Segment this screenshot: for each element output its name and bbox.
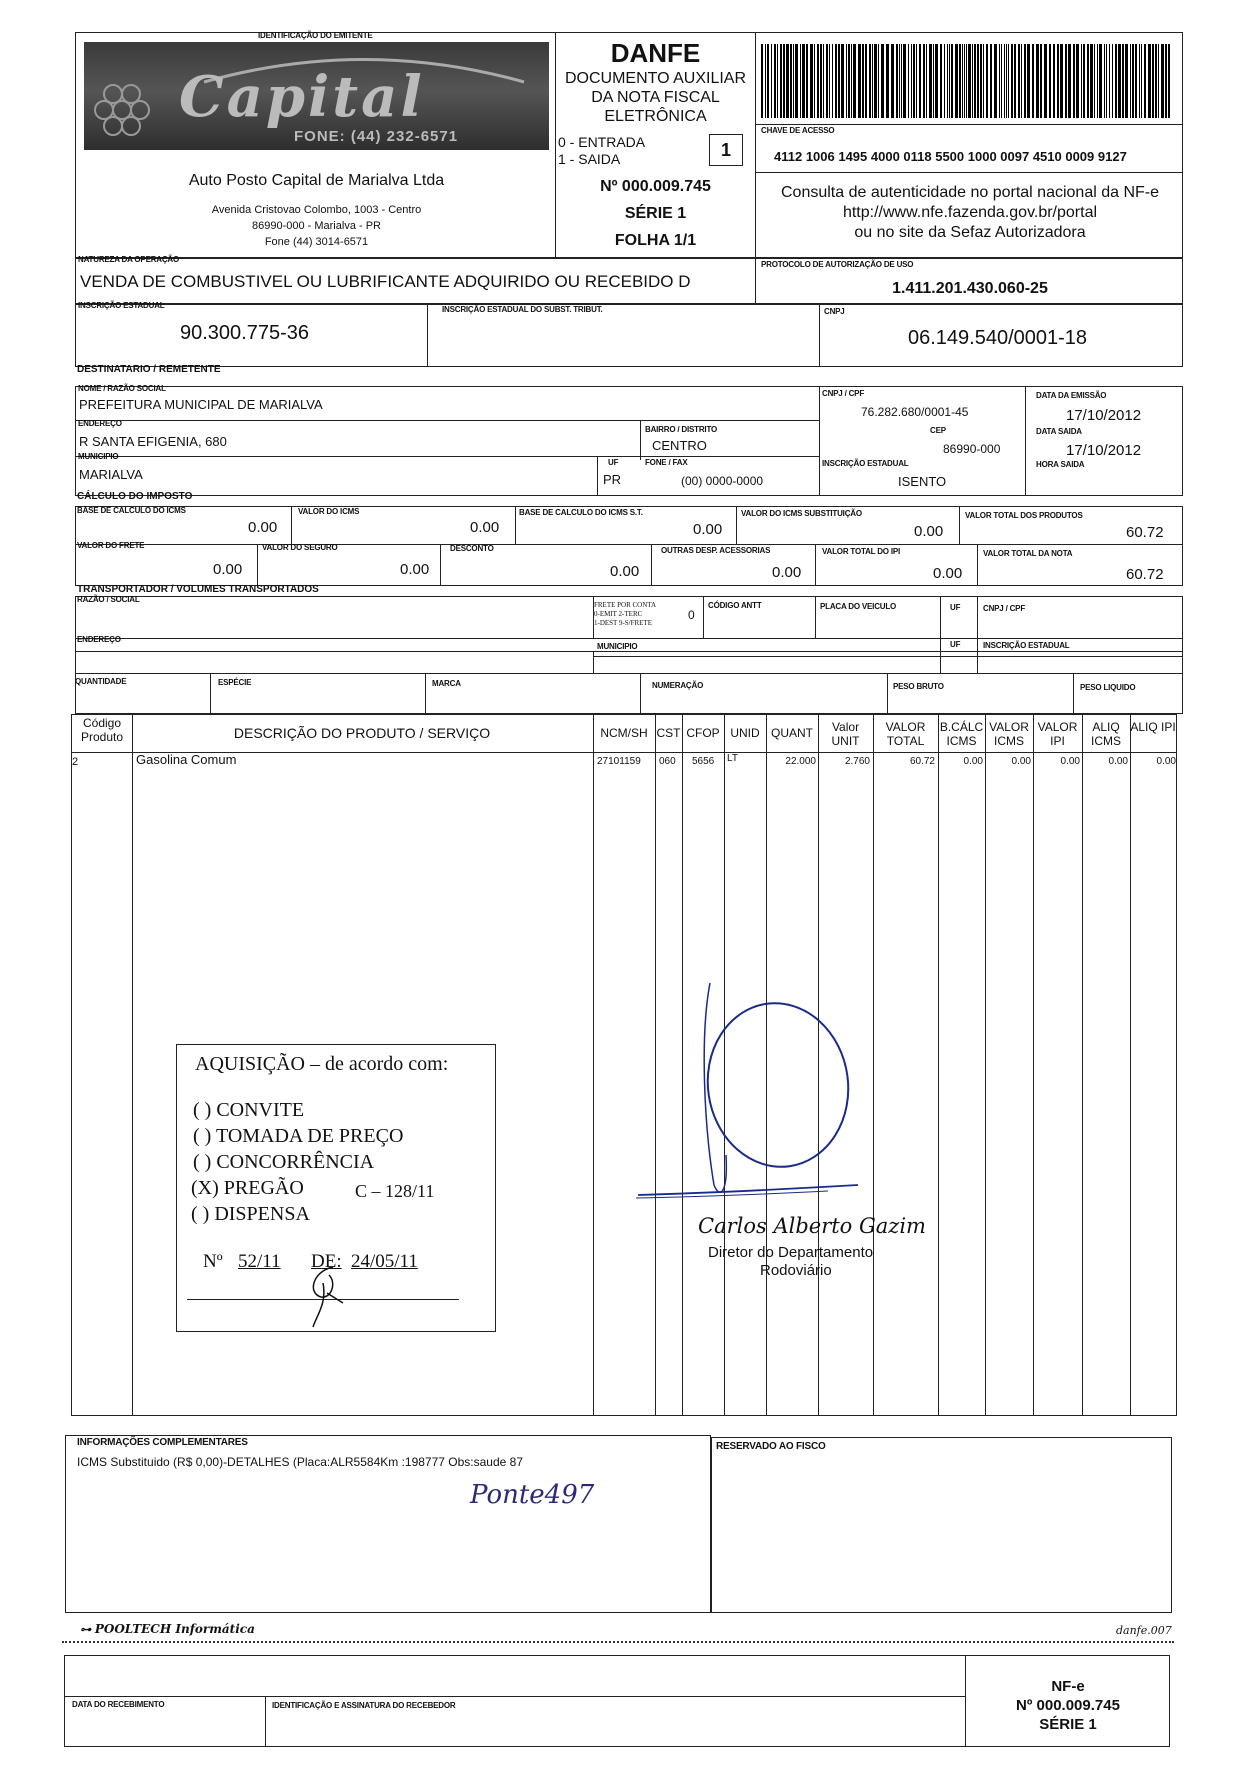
barcode-area — [757, 38, 1183, 122]
antt-label: CÓDIGO ANTT — [708, 601, 762, 610]
recebimento-label: DATA DO RECEBIMENTO — [72, 1700, 165, 1709]
transp-municipio-label: MUNICIPIO — [597, 642, 638, 651]
col-vipi-header: VALOR IPI — [1037, 720, 1078, 748]
divider — [427, 304, 428, 367]
danfe-subtitle-2: DA NOTA FISCAL — [591, 89, 720, 106]
dest-nome-label: NOME / RAZÃO SOCIAL — [78, 384, 166, 393]
divider — [291, 506, 292, 544]
consulta-line-1: Consulta de autenticidade no portal nacional da NF-e — [780, 184, 1160, 201]
consulta-line-2: http://www.nfe.fazenda.gov.br/portal — [842, 204, 1098, 221]
outras-value: 0.00 — [772, 564, 802, 581]
divider — [597, 456, 820, 457]
frete-value: 0 — [688, 608, 695, 622]
danfe-title: DANFE — [610, 38, 701, 68]
emitente-section-label: IDENTIFICAÇÃO DO EMITENTE — [258, 31, 373, 40]
frete-options — [594, 601, 656, 628]
canhoto-serie: SÉRIE 1 — [1039, 1716, 1097, 1733]
cell-ncm: 27101159 — [597, 756, 641, 767]
divider — [819, 386, 820, 460]
cell-cfop: 5656 — [692, 756, 715, 767]
dest-endereco-value: R SANTA EFIGENIA, 680 — [79, 434, 227, 449]
cell-unid: LT — [727, 753, 738, 764]
vendor-name: ⊶ POOLTECH Informática — [80, 1622, 255, 1636]
marca-label: MARCA — [432, 679, 461, 688]
divider — [703, 596, 704, 638]
dest-ie-label: INSCRIÇÃO ESTADUAL — [822, 459, 909, 468]
table-column-divider — [1033, 714, 1034, 1416]
vendor-icon: ⊶ — [80, 1623, 95, 1636]
bc-icms-label: BASE DE CALCULO DO ICMS — [77, 506, 186, 515]
transp-uf2-label: UF — [950, 640, 961, 649]
col-vicms-header: VALOR ICMS — [989, 720, 1029, 748]
transp-uf-label: UF — [950, 603, 961, 612]
dest-cnpj-label: CNPJ / CPF — [822, 389, 865, 398]
stamp-opt-concorrencia: ( ) CONCORRÊNCIA — [193, 1151, 375, 1173]
protocolo-label: PROTOCOLO DE AUTORIZAÇÃO DE USO — [761, 260, 914, 269]
complementares-text: ICMS Substituido (R$ 0,00)-DETALHES (Placa:ALR5584Km :198777 Obs:saude 87 — [77, 1455, 524, 1469]
saida-option: 1 - SAIDA — [558, 151, 621, 167]
vl-icms-value: 0.00 — [470, 519, 500, 536]
hora-saida-label: HORA SAIDA — [1036, 460, 1085, 469]
col-ncm-header: NCM/SH — [600, 726, 648, 740]
stamp-title: AQUISIÇÃO – de acordo com: — [195, 1053, 449, 1075]
stamp-opt-tomada: ( ) TOMADA DE PREÇO — [193, 1125, 404, 1147]
transportador-section: TRANSPORTADOR / VOLUMES TRANSPORTADOS — [77, 584, 319, 595]
form-code: danfe.007 — [1116, 1624, 1172, 1637]
col-vtotal-header: VALOR TOTAL — [885, 720, 926, 748]
frete-value: 0.00 — [213, 561, 243, 578]
razao-label: RAZÃO / SOCIAL — [77, 595, 140, 604]
cell-descricao: Gasolina Comum — [136, 752, 237, 767]
divider — [75, 673, 1183, 674]
stamp-de-prefix: DE: — [311, 1251, 342, 1272]
stamp-num: 52/11 — [238, 1251, 281, 1272]
complementares-label: INFORMAÇÕES COMPLEMENTARES — [77, 1437, 248, 1448]
bc-st-label: BASE DE CALCULO DO ICMS S.T. — [519, 508, 643, 517]
table-header-divider — [71, 752, 1177, 753]
stamp-date: 24/05/11 — [351, 1251, 418, 1272]
desconto-value: 0.00 — [610, 563, 640, 580]
frete-label: VALOR DO FRETE — [77, 541, 145, 550]
divider — [755, 172, 1183, 173]
col-codigo-header: Código Produto — [80, 716, 124, 744]
destinatario-section: DESTINATARIO / REMETENTE — [77, 364, 221, 375]
especie-label: ESPÉCIE — [218, 678, 252, 687]
chave-label: CHAVE DE ACESSO — [761, 126, 835, 135]
table-column-divider — [985, 714, 986, 1416]
cell-codigo: 2 — [72, 756, 79, 768]
divider — [640, 420, 641, 460]
tear-line — [62, 1641, 1174, 1643]
emitente-address-1: Avenida Cristovao Colombo, 1003 - Centro — [211, 204, 422, 216]
natureza-value: VENDA DE COMBUSTIVEL OU LUBRIFICANTE ADQUIRIDO OU RECEBIDO D — [80, 272, 691, 291]
peso-liquido-label: PESO LIQUIDO — [1080, 683, 1136, 692]
divider — [755, 258, 756, 304]
divider — [1073, 673, 1074, 714]
cnpj-value: 06.149.540/0001-18 — [908, 327, 1088, 349]
outras-label: OUTRAS DESP. ACESSORIAS — [661, 546, 771, 555]
col-quant-header: QUANT — [771, 726, 813, 740]
vl-st-value: 0.00 — [914, 523, 944, 540]
bc-st-value: 0.00 — [693, 521, 723, 538]
divider — [887, 673, 888, 714]
divider — [959, 506, 960, 544]
divider — [75, 638, 1183, 639]
cell-vunit: 2.760 — [844, 756, 870, 767]
col-unid-header: UNID — [730, 726, 760, 740]
divider — [819, 456, 820, 496]
danfe-subtitle-3: ELETRÔNICA — [604, 108, 707, 125]
fisco-frame — [711, 1437, 1172, 1613]
frete-opt-1: FRETE POR CONTA — [594, 601, 657, 609]
divider — [515, 506, 516, 544]
imposto-section: CÁLCULO DO IMPOSTO — [77, 491, 193, 502]
signature-scribble — [628, 975, 908, 1235]
divider — [64, 1696, 965, 1697]
data-saida-label: DATA SAIDA — [1036, 427, 1082, 436]
signature-role-2: Rodoviário — [760, 1262, 832, 1279]
natureza-label: NATUREZA DA OPERAÇÃO — [78, 255, 180, 264]
emitente-phone: Fone (44) 3014-6571 — [264, 236, 369, 248]
divider — [940, 596, 941, 638]
chave-value: 4112 1006 1495 4000 0118 5500 1000 0097 4510 0009 9127 — [774, 149, 1127, 164]
danfe-subtitle-1: DOCUMENTO AUXILIAR — [564, 70, 747, 87]
entrada-option: 0 - ENTRADA — [558, 134, 646, 150]
divider — [1025, 386, 1026, 496]
stamp-initials — [303, 1263, 353, 1333]
nota-value: 60.72 — [1126, 566, 1164, 583]
cell-vicms: 0.00 — [1011, 756, 1031, 767]
divider — [75, 544, 1183, 545]
signature-name: Carlos Alberto Gazim — [698, 1214, 926, 1238]
frete-opt-2: 0-EMIT 2-TERC — [594, 610, 643, 618]
divider — [940, 638, 941, 673]
transp-cnpj-label: CNPJ / CPF — [983, 604, 1026, 613]
dest-ie-value: ISENTO — [898, 474, 947, 489]
divider — [593, 656, 1183, 657]
cep-value: 86990-000 — [943, 442, 1001, 456]
col-cst-header: CST — [656, 726, 681, 740]
cell-vipi: 0.00 — [1060, 756, 1080, 767]
cnpj-label: CNPJ — [824, 307, 845, 316]
table-column-divider — [1082, 714, 1083, 1416]
data-saida-value: 17/10/2012 — [1066, 442, 1142, 459]
frete-opt-3: 1-DEST 9-S/FRETE — [594, 619, 653, 627]
table-column-divider — [593, 714, 594, 1416]
vl-prod-label: VALOR TOTAL DOS PRODUTOS — [965, 511, 1083, 520]
divider — [755, 32, 756, 258]
bairro-value: CENTRO — [652, 438, 707, 453]
fone-label: FONE / FAX — [645, 458, 688, 467]
canhoto-numero: Nº 000.009.745 — [1016, 1697, 1120, 1714]
emitente-name: Auto Posto Capital de Marialva Ltda — [188, 172, 445, 189]
seguro-label: VALOR DO SEGURO — [262, 543, 338, 552]
col-aicms-header: ALIQ ICMS — [1091, 720, 1121, 748]
col-bc-header: B.CÁLC ICMS — [939, 720, 984, 748]
vl-st-label: VALOR DO ICMS SUBSTITUIÇÃO — [741, 509, 862, 518]
uf-value: PR — [603, 472, 622, 487]
canhoto-nfe: NF-e — [1051, 1678, 1085, 1695]
ie-value: 90.300.775-36 — [180, 322, 310, 344]
table-column-divider — [1130, 714, 1131, 1416]
aquisicao-stamp — [176, 1044, 496, 1332]
qtd-label: QUANTIDADE — [75, 677, 127, 686]
desconto-label: DESCONTO — [450, 544, 494, 553]
municipio-label: MUNICIPIO — [78, 452, 119, 461]
emitente-address-2: 86990-000 - Marialva - PR — [251, 220, 381, 232]
divider — [265, 1696, 266, 1747]
cell-bc: 0.00 — [963, 756, 983, 767]
cell-quant: 22.000 — [785, 756, 816, 767]
divider — [425, 673, 426, 714]
handwritten-note: Ponte497 — [470, 1480, 595, 1510]
tipo-box: 1 — [709, 134, 743, 166]
divider — [819, 304, 820, 367]
vl-prod-value: 60.72 — [1126, 524, 1164, 541]
divider — [593, 651, 594, 673]
divider — [977, 638, 978, 673]
transp-endereco-label: ENDEREÇO — [77, 635, 121, 644]
protocolo-value: 1.411.201.430.060-25 — [892, 280, 1048, 297]
signature-role-1: Diretor do Departamento — [708, 1244, 874, 1261]
divider — [640, 673, 641, 714]
uf-label: UF — [608, 458, 619, 467]
divider — [815, 596, 816, 638]
danfe-numero: Nº 000.009.745 — [600, 178, 711, 195]
stamp-opt-dispensa: ( ) DISPENSA — [191, 1203, 310, 1225]
logo-text: Capital — [179, 64, 425, 130]
stamp-opt-pregao: (X) PREGÃO — [191, 1177, 304, 1199]
company-logo — [84, 42, 549, 150]
col-aipi-header: ALIQ IPI — [1130, 720, 1176, 734]
logo-phone: FONE: (44) 232-6571 — [294, 128, 459, 145]
danfe-serie: SÉRIE 1 — [624, 205, 687, 222]
divider — [440, 544, 441, 586]
cell-cst: 060 — [659, 756, 676, 767]
transp-ie-label: INSCRIÇÃO ESTADUAL — [983, 641, 1070, 650]
placa-label: PLACA DO VEICULO — [820, 602, 897, 611]
divider — [977, 544, 978, 586]
col-cfop-header: CFOP — [686, 726, 720, 740]
table-column-divider — [132, 714, 133, 1416]
emissao-value: 17/10/2012 — [1066, 407, 1142, 424]
divider — [651, 544, 652, 586]
barcode — [761, 44, 1173, 118]
vl-icms-label: VALOR DO ICMS — [298, 507, 360, 516]
peso-bruto-label: PESO BRUTO — [893, 682, 944, 691]
divider — [75, 420, 820, 421]
consulta-line-3: ou no site da Sefaz Autorizadora — [854, 224, 1086, 241]
divider — [75, 456, 597, 457]
ie-st-label: INSCRIÇÃO ESTADUAL DO SUBST. TRIBUT. — [442, 305, 603, 314]
divider — [736, 506, 737, 544]
bc-icms-value: 0.00 — [248, 519, 278, 536]
fone-value: (00) 0000-0000 — [681, 474, 764, 488]
fisco-label: RESERVADO AO FISCO — [716, 1441, 826, 1452]
stamp-pregao-number: C – 128/11 — [355, 1181, 435, 1201]
assinatura-label: IDENTIFICAÇÃO E ASSINATURA DO RECEBEDOR — [272, 1701, 456, 1710]
dest-nome-value: PREFEITURA MUNICIPAL DE MARIALVA — [79, 397, 323, 412]
municipio-value: MARIALVA — [79, 467, 143, 482]
table-column-divider — [938, 714, 939, 1416]
cell-vtotal: 60.72 — [909, 756, 935, 767]
dest-cnpj-value: 76.282.680/0001-45 — [861, 405, 969, 419]
divider — [257, 544, 258, 586]
ie-label: INSCRIÇÃO ESTADUAL — [78, 301, 165, 310]
stamp-num-prefix: Nº — [203, 1251, 223, 1272]
cell-aicms: 0.00 — [1108, 756, 1128, 767]
divider — [597, 456, 598, 496]
ipi-value: 0.00 — [933, 565, 963, 582]
col-vunit-header: Valor UNIT — [831, 720, 860, 748]
divider — [815, 544, 816, 586]
stamp-opt-convite: ( ) CONVITE — [193, 1099, 305, 1121]
divider — [755, 124, 1183, 125]
seguro-value: 0.00 — [400, 561, 430, 578]
dest-endereco-label: ENDEREÇO — [78, 419, 122, 428]
divider — [75, 651, 1183, 652]
col-descricao-header: DESCRIÇÃO DO PRODUTO / SERVIÇO — [233, 725, 491, 741]
divider — [977, 596, 978, 638]
cep-label: CEP — [930, 426, 946, 435]
ipi-label: VALOR TOTAL DO IPI — [822, 547, 901, 556]
nota-label: VALOR TOTAL DA NOTA — [983, 549, 1073, 558]
emissao-label: DATA DA EMISSÃO — [1036, 391, 1107, 400]
numeracao-label: NUMERAÇÃO — [652, 681, 704, 690]
cell-aipi: 0.00 — [1156, 756, 1176, 767]
divider — [210, 673, 211, 714]
bairro-label: BAIRRO / DISTRITO — [645, 425, 718, 434]
danfe-folha: FOLHA 1/1 — [614, 232, 697, 249]
